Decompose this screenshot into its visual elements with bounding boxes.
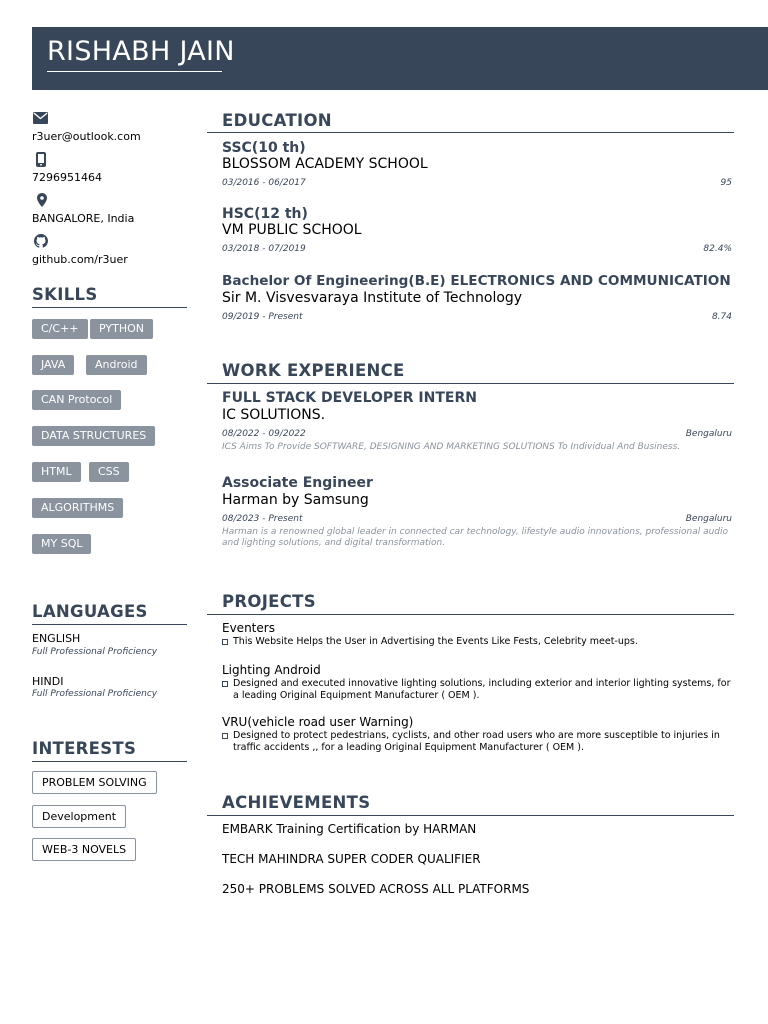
skill-tag: MY SQL	[32, 534, 91, 554]
job-dates: 08/2022 - 09/2022	[222, 429, 306, 439]
skill-tag: C/C++	[32, 319, 88, 339]
github-link[interactable]: github.com/r3uer	[32, 253, 128, 266]
education-degree: SSC(10 th)	[222, 140, 306, 156]
skill-tag: Android	[86, 355, 147, 375]
education-degree: Bachelor Of Engineering(B.E) ELECTRONICS AND COMMUNICATION	[222, 273, 731, 289]
interest-tag: WEB-3 NOVELS	[32, 838, 136, 861]
education-score: 95	[720, 178, 732, 188]
project-name: Eventers	[222, 621, 275, 635]
skills-heading: SKILLS	[32, 285, 98, 304]
language-proficiency: Full Professional Proficiency	[32, 647, 158, 657]
achievement-item: 250+ PROBLEMS SOLVED ACROSS ALL PLATFORMS	[222, 882, 530, 896]
skill-tag: JAVA	[32, 355, 74, 375]
achievements-heading: ACHIEVEMENTS	[222, 793, 371, 812]
languages-heading: LANGUAGES	[32, 602, 148, 621]
bullet-square-icon	[222, 639, 228, 645]
envelope-icon	[33, 112, 48, 124]
project-description: Designed to protect pedestrians, cyclists, and other road users who are more susceptible to injuries in traffic accidents ,, for a leading Original Equipment Manufacturer ( OEM ).	[233, 730, 720, 753]
job-dates: 08/2023 - Present	[222, 514, 303, 524]
project-name: Lighting Android	[222, 663, 321, 677]
language-proficiency: Full Professional Proficiency	[32, 689, 158, 699]
skill-tag: PYTHON	[90, 319, 153, 339]
languages-rule	[32, 624, 187, 625]
skill-tag: HTML	[32, 462, 81, 482]
language-name: ENGLISH	[32, 632, 81, 645]
header-banner	[32, 27, 768, 90]
job-location: Bengaluru	[685, 514, 732, 524]
projects-heading: PROJECTS	[222, 592, 316, 611]
skill-tag: ALGORITHMS	[32, 498, 123, 518]
job-company: IC SOLUTIONS.	[222, 407, 326, 423]
bullet-square-icon	[222, 733, 228, 739]
project-description: This Website Helps the User in Advertising the Events Like Fests, Celebrity meet-ups.	[233, 636, 638, 647]
job-title: Associate Engineer	[222, 475, 373, 491]
candidate-name: RISHABH JAIN	[47, 36, 235, 67]
language-name: HINDI	[32, 675, 64, 688]
location-text: BANGALORE, India	[32, 212, 135, 225]
phone-icon	[36, 152, 46, 167]
job-company: Harman by Samsung	[222, 492, 369, 508]
interest-tag: Development	[32, 805, 126, 828]
education-dates: 03/2018 - 07/2019	[222, 244, 306, 254]
skill-tag: DATA STRUCTURES	[32, 426, 155, 446]
education-dates: 03/2016 - 06/2017	[222, 178, 306, 188]
interest-tag: PROBLEM SOLVING	[32, 771, 157, 794]
project-name: VRU(vehicle road user Warning)	[222, 715, 414, 729]
work-heading: WORK EXPERIENCE	[222, 361, 405, 380]
achievement-item: EMBARK Training Certification by HARMAN	[222, 822, 477, 836]
phone-number: 7296951464	[32, 171, 102, 184]
education-school: VM PUBLIC SCHOOL	[222, 222, 362, 238]
education-score: 8.74	[711, 312, 732, 322]
work-rule	[207, 383, 734, 384]
job-description: Harman is a renowned global leader in connected car technology, lifestyle audio innovations, professional audio and lighting solutions, and digital transformation.	[222, 527, 729, 548]
education-school: Sir M. Visvesvaraya Institute of Technology	[222, 290, 523, 306]
achievement-item: TECH MAHINDRA SUPER CODER QUALIFIER	[222, 852, 481, 866]
skill-tag: CAN Protocol	[32, 390, 121, 410]
github-icon	[34, 234, 48, 248]
job-title: FULL STACK DEVELOPER INTERN	[222, 390, 477, 406]
interests-heading: INTERESTS	[32, 739, 137, 758]
bullet-square-icon	[222, 681, 228, 687]
education-degree: HSC(12 th)	[222, 206, 308, 222]
education-heading: EDUCATION	[222, 111, 332, 130]
job-description: ICS Aims To Provide SOFTWARE, DESIGNING AND MARKETING SOLUTIONS To Individual And Business.	[222, 442, 681, 452]
email-link[interactable]: r3uer@outlook.com	[32, 130, 141, 143]
interests-rule	[32, 761, 187, 762]
education-dates: 09/2019 - Present	[222, 312, 303, 322]
location-pin-icon	[37, 193, 47, 207]
skill-tag: CSS	[89, 462, 129, 482]
project-description: Designed and executed innovative lighting solutions, including exterior and interior lighting systems, for a leading Original Equipment Manufacturer ( OEM ).	[233, 678, 731, 701]
education-score: 82.4%	[703, 244, 732, 254]
job-location: Bengaluru	[685, 429, 732, 439]
education-school: BLOSSOM ACADEMY SCHOOL	[222, 156, 428, 172]
projects-rule	[207, 614, 734, 615]
skills-rule	[32, 307, 187, 308]
education-rule	[207, 132, 734, 133]
header-underline	[47, 71, 222, 72]
achievements-rule	[207, 815, 734, 816]
